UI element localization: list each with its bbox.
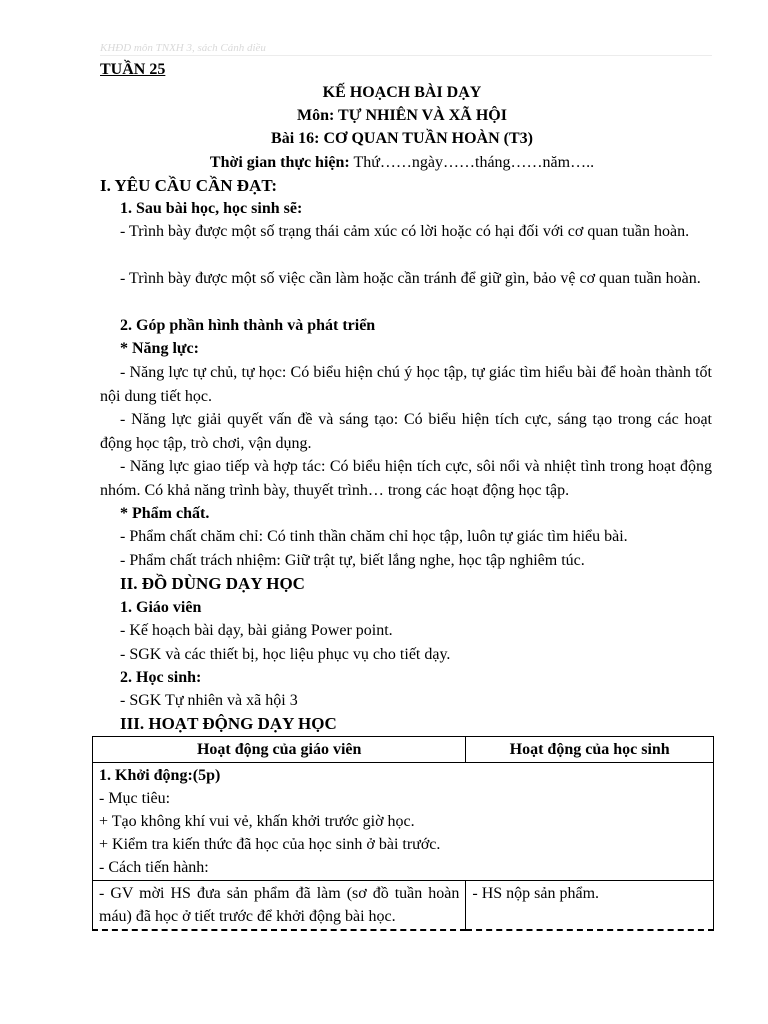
teacher-heading: 1. Giáo viên	[120, 599, 202, 616]
subject-title: Môn: TỰ NHIÊN VÀ XÃ HỘI	[297, 107, 507, 124]
nang-luc-heading: * Năng lực:	[120, 340, 199, 357]
warmup-title: 1. Khởi động:(5p)	[99, 767, 221, 784]
warmup-cell	[93, 763, 714, 881]
pham-chat-heading: * Phẩm chất.	[120, 505, 210, 522]
objective-2: - Trình bày được một số việc cần làm hoặc cần tránh để giữ gìn, bảo vệ cơ quan tuần hoàn.	[120, 270, 701, 287]
teacher-item-1: - Kế hoạch bài dạy, bài giảng Power point.	[120, 622, 393, 639]
student-activity-cell: - HS nộp sản phẩm.	[466, 881, 714, 931]
competence-3: - Năng lực giao tiếp và hợp tác: Có biểu hiện tích cực, sôi nổi và nhiệt tình trong hoạt động nhóm. Có khả năng trình bày, thuyết trình… trong các hoạt động học tập.	[100, 458, 712, 499]
lesson-title: Bài 16: CƠ QUAN TUẦN HOÀN (T3)	[271, 130, 533, 147]
table-row	[93, 881, 714, 931]
teacher-activity-cell: - GV mời HS đưa sản phẩm đã làm (sơ đồ tuần hoàn máu) đã học ở tiết trước để khởi động bài học.	[93, 881, 466, 931]
header-teacher: Hoạt động của giáo viên	[93, 737, 466, 763]
time-value: Thứ……ngày……tháng……năm…..	[349, 154, 595, 171]
header-note: KHĐD môn TNXH 3, sách Cánh diều	[100, 42, 712, 56]
warmup-line-4: - Cách tiến hành:	[99, 859, 209, 876]
warmup-line-1: - Mục tiêu:	[99, 790, 171, 807]
competence-1: - Năng lực tự chủ, tự học: Có biểu hiện chú ý học tập, tự giác tìm hiểu bài để hoàn thành tốt nội dung tiết học.	[100, 364, 712, 405]
table-header-row	[93, 737, 714, 763]
activity-table	[92, 736, 714, 931]
quality-1: - Phẩm chất chăm chỉ: Có tinh thần chăm chỉ học tập, luôn tự giác tìm hiểu bài.	[120, 528, 628, 545]
student-item-1: - SGK Tự nhiên và xã hội 3	[120, 692, 298, 709]
section1-sub2: 2. Góp phần hình thành và phát triển	[120, 317, 376, 334]
section1-heading: I. YÊU CẦU CẦN ĐẠT:	[100, 176, 278, 195]
section1-sub1: 1. Sau bài học, học sinh sẽ:	[120, 200, 303, 217]
section2-heading: II. ĐỒ DÙNG DẠY HỌC	[120, 574, 305, 593]
doc-title: KẾ HOẠCH BÀI DẠY	[322, 84, 482, 101]
teacher-item-2: - SGK và các thiết bị, học liệu phục vụ cho tiết dạy.	[120, 646, 451, 663]
time-label: Thời gian thực hiện:	[209, 154, 350, 171]
time-line	[92, 151, 712, 174]
competence-2: - Năng lực giải quyết vấn đề và sáng tạo: Có biểu hiện tích cực, sáng tạo trong các hoạt động học tập, trò chơi, vận dụng.	[100, 411, 712, 452]
week-label: TUẦN 25	[100, 61, 166, 78]
objective-1: - Trình bày được một số trạng thái cảm xúc có lời hoặc có hại đối với cơ quan tuần hoàn.	[120, 223, 690, 240]
warmup-line-3: + Kiểm tra kiến thức đã học của học sinh ở bài trước.	[99, 836, 441, 853]
warmup-line-2: + Tạo không khí vui vẻ, khấn khởi trước giờ học.	[99, 813, 415, 830]
header-student: Hoạt động của học sinh	[466, 737, 714, 763]
table-row	[93, 763, 714, 881]
student-heading: 2. Học sinh:	[120, 669, 202, 686]
quality-2: - Phẩm chất trách nhiệm: Giữ trật tự, biết lắng nghe, học tập nghiêm túc.	[120, 552, 585, 569]
section3-heading: III. HOẠT ĐỘNG DẠY HỌC	[120, 714, 337, 733]
